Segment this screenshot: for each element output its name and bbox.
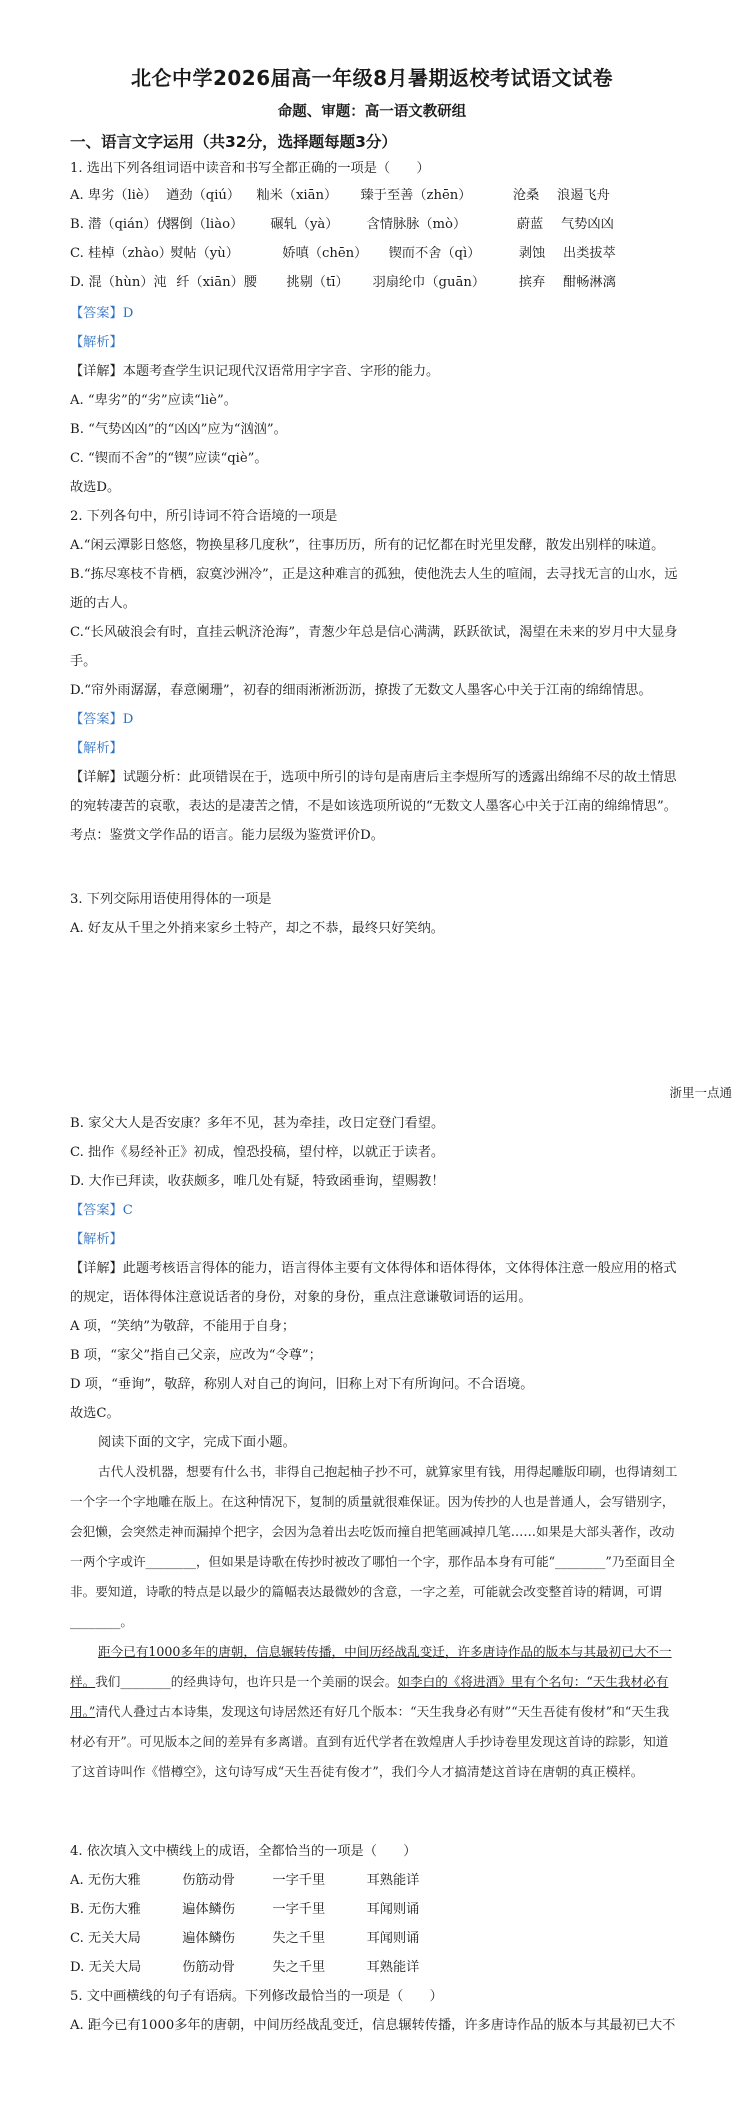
passage-p1-text-c: ”乃至面目全非。要知道，诗歌的特点是以最少的篇幅表达最微妙的含意，一字之差，可能就会改变整首诗的精调，可谓: [70, 1554, 675, 1599]
watermark-note: 浙里一点通: [669, 1085, 732, 1100]
q1-a-5: 沧桑: [512, 188, 540, 203]
q1-d-6: 酣畅淋漓: [563, 275, 616, 290]
q1-d-3: 挑剔（tī）: [286, 275, 349, 290]
page-title: 北仑中学2026届高一年级8月暑期返校考试语文试卷: [130, 66, 614, 90]
q3-option-b: B. 家父大人是否安康？多年不见，甚为牵挂，改日定登门看望。: [70, 1116, 445, 1131]
q1-c-5: 剥蚀: [518, 246, 546, 261]
q2-option-c-line1: C.“长风破浪会有时，直挂云帆济沧海”，青葱少年总是信心满满，跃跃欲试，渴望在未来的岁月中大显身: [70, 625, 678, 640]
q1-a-3: 籼米（xiān）: [256, 188, 338, 203]
blank-2: ________: [555, 1554, 606, 1569]
blank-3: ________: [70, 1614, 121, 1629]
q3-explain-a: A 项，“笑纳”为敬辞，不能用于自身；: [70, 1319, 296, 1334]
page-subtitle: 命题、审题：高一语文教研组: [277, 104, 467, 120]
q2-stem: 2. 下列各句中，所引诗词不符合语境的一项是: [70, 509, 338, 524]
passage-p2-text: 我们: [95, 1674, 121, 1689]
q1-d-4: 羽扇纶巾（guān）: [372, 275, 486, 290]
q4-c-4: 耳闻则诵: [366, 1931, 420, 1946]
q4-a-2: 伤筋动骨: [182, 1873, 235, 1888]
q1-c-3: 娇嗔（chēn）: [282, 246, 368, 261]
q1-option-b: [70, 216, 614, 234]
q1-analysis-label: 【解析】: [70, 335, 123, 350]
q3-option-a: A. 好友从千里之外捎来家乡土特产，却之不恭，最终只好笑纳。: [70, 921, 444, 936]
q2-analysis-label: 【解析】: [70, 741, 123, 756]
q4-d-4: 耳熟能详: [366, 1960, 420, 1975]
q1-detail-a: A. “卑劣”的“劣”应读“liè”。: [70, 393, 237, 408]
q1-conclusion: 故选D。: [70, 480, 121, 495]
passage-p2-text-c: 的经典诗句，也许只是一个美丽的误会。: [170, 1674, 398, 1689]
q4-a-4: 耳熟能详: [366, 1873, 420, 1888]
q1-d-5: 摈弃: [518, 275, 546, 290]
q1-c-4: 锲而不舍（qì）: [388, 246, 481, 261]
q5-stem: 5. 文中画横线的句子有语病。下列修改最恰当的一项是（ ）: [70, 1989, 443, 2004]
q4-stem: 4. 依次填入文中横线上的成语，全都恰当的一项是（ ）: [70, 1844, 417, 1859]
passage-p1-text-d: 。: [120, 1614, 133, 1629]
q1-a-4: 臻于至善（zhēn）: [360, 188, 472, 203]
q4-b-2: 遍体鳞伤: [182, 1902, 235, 1917]
q3-conclusion: 故选C。: [70, 1406, 120, 1421]
q4-b-1: B. 无伤大雅: [70, 1902, 141, 1917]
q1-a-6: 浪遏飞舟: [557, 188, 610, 203]
passage-p2-text-e: 清代人叠过古本诗集，发现这句诗居然还有好几个版本：“天生我身必有财”“天生吾徒有俊材”和“天生我材必有开”。可见版本之间的差异有多离谱。直到有近代学者在敦煌唐人手抄诗卷里发现这首诗的踪影，知道了这首诗叫作《惜樽空》，这句诗写成“天生吾徒有俊才”，我们今人才搞清楚这首诗在唐朝的真正模样。: [70, 1704, 670, 1779]
q1-b-2: 撂倒（liào）: [166, 217, 244, 232]
q2-option-a: A.“闲云潭影日悠悠，物换星移几度秋”，往事历历，所有的记忆都在时光里发酵，散发出别样的味道。: [70, 538, 665, 553]
q2-detail-line1: 【详解】试题分析：此项错误在于，选项中所引的诗句是南唐后主李煜所写的透露出绵绵不尽的故土情思: [70, 770, 677, 785]
q4-d-1: D. 无关大局: [70, 1960, 142, 1975]
q2-detail-line2: 的宛转凄苦的哀歌，表达的是凄苦之情，不是如该选项所说的“无数文人墨客心中关于江南的绵绵情思”。: [70, 799, 677, 814]
q3-explain-b: B 项，“家父”指自己父亲，应改为“令尊”；: [70, 1348, 322, 1363]
q4-d-2: 伤筋动骨: [182, 1960, 235, 1975]
q1-c-2: 熨帖（yù）: [170, 246, 239, 261]
q2-option-d: D.“帘外雨潺潺，春意阑珊”，初春的细雨淅淅沥沥，撩拨了无数文人墨客心中关于江南的绵绵情思。: [70, 683, 652, 698]
q3-option-c: C. 拙作《易经补正》初成，惶恐投稿，望付梓，以就正于读者。: [70, 1145, 445, 1160]
q4-a-3: 一字千里: [272, 1873, 326, 1888]
q1-b-1: B. 潜（qián）伏: [70, 217, 170, 232]
q2-detail-line3: 考点：鉴赏文学作品的语言。能力层级为鉴赏评价D。: [70, 828, 384, 843]
q1-answer: 【答案】D: [70, 306, 134, 321]
q2-option-b-line1: B.“拣尽寒枝不肯栖，寂寞沙洲冷”，正是这种难言的孤独，使他洗去人生的喧闹，去寻找无言的山水，远: [70, 567, 678, 582]
underlined-sentence: 距今已有1000多年的唐朝，信息辗转传播，中间历经战乱变迁，许多唐诗作品的版本与其最初已大不一样。: [70, 1644, 672, 1689]
q4-b-4: 耳闻则诵: [366, 1902, 420, 1917]
passage-p1-text: 古代人没机器，想要有什么书，非得自己抱起柚子抄不可，就算家里有钱，用得起雕版印刷，也得请刻工一个字一个字地雕在版上。在这种情况下，复制的质量就很难保证。因为传抄的人也是普通人，会写错别字，会犯懒，会突然走神而漏掉个把字，会因为急着出去吃饭而撞自把笔画减掉几笔……如果是大部头著作，改动一两个字或许: [70, 1464, 678, 1569]
passage-p2-underlined: 如李白的《将进酒》里有个名句：“天生我材必有用。”: [70, 1674, 669, 1719]
passage-p1-text-b: ，但如果是诗歌在传抄时被改了哪怕一个字，那作品本身有可能“: [195, 1554, 556, 1569]
passage-paragraph-1: [70, 1457, 680, 1637]
q3-stem: 3. 下列交际用语使用得体的一项是: [70, 892, 272, 907]
q3-answer: 【答案】C: [70, 1203, 133, 1218]
q2-answer: 【答案】D: [70, 712, 134, 727]
q1-a-2: 遒劲（qiú）: [166, 188, 241, 203]
q3-option-d: D. 大作已拜读，收获颇多，唯几处有疑，特致函垂询，望赐教！: [70, 1174, 445, 1189]
q1-detail-b: B. “气势凶凶”的“凶凶”应为“汹汹”。: [70, 422, 287, 437]
q4-d-3: 失之千里: [272, 1960, 326, 1975]
q5-option-a: A. 距今已有1000多年的唐朝，中间历经战乱变迁，信息辗转传播，许多唐诗作品的版本与其最初已大不: [70, 2018, 676, 2033]
q4-a-1: A. 无伤大雅: [70, 1873, 141, 1888]
q1-b-6: 气势凶凶: [561, 217, 614, 232]
passage-intro: 阅读下面的文字，完成下面小题。: [98, 1435, 296, 1450]
q3-detail-line2: 的规定，语体得体注意说话者的身份，对象的身份，重点注意谦敬词语的运用。: [70, 1290, 532, 1305]
q1-c-1: C. 桂棹（zhào）: [70, 246, 172, 261]
q3-explain-d: D 项，“垂询”，敬辞，称别人对自己的询问，旧称上对下有所询问。不合语境。: [70, 1377, 534, 1392]
q4-c-1: C. 无关大局: [70, 1931, 141, 1946]
q1-b-3: 碾轧（yà）: [270, 217, 339, 232]
blank-4: ________: [120, 1674, 171, 1689]
q1-option-a: [70, 187, 610, 205]
q1-b-5: 蔚蓝: [516, 217, 544, 232]
q1-c-6: 出类拔萃: [563, 246, 616, 261]
q4-c-3: 失之千里: [272, 1931, 326, 1946]
q1-b-4: 含情脉脉（mò）: [366, 217, 467, 232]
q2-option-b-line2: 逝的古人。: [70, 596, 136, 611]
q1-option-d: [70, 274, 616, 292]
q4-option-b: [70, 1901, 419, 1919]
section-heading: 一、语言文字运用（共32分，选择题每题3分）: [70, 133, 397, 151]
q3-analysis-label: 【解析】: [70, 1232, 123, 1247]
q4-option-c: [70, 1930, 419, 1948]
q3-detail-line1: 【详解】此题考核语言得体的能力，语言得体主要有文体得体和语体得体，文体得体注意一般应用的格式: [70, 1261, 677, 1276]
q1-d-1: D. 混（hùn）沌: [70, 275, 167, 290]
q1-detail: 【详解】本题考查学生识记现代汉语常用字字音、字形的能力。: [70, 364, 440, 379]
q4-b-3: 一字千里: [272, 1902, 326, 1917]
q4-c-2: 遍体鳞伤: [182, 1931, 235, 1946]
q2-option-c-line2: 手。: [70, 654, 97, 669]
blank-1: ________: [145, 1554, 196, 1569]
q1-option-c: [70, 245, 616, 263]
q1-detail-c: C. “锲而不舍”的“锲”应读“qiè”。: [70, 451, 268, 466]
q4-option-a: [70, 1872, 419, 1890]
q1-stem: 1. 选出下列各组词语中读音和书写全都正确的一项是（ ）: [70, 161, 430, 176]
q4-option-d: [70, 1959, 419, 1977]
q1-a-1: A. 卑劣（liè）: [70, 188, 157, 203]
q1-d-2: 纤（xiān）腰: [176, 275, 257, 290]
passage-paragraph-2: [70, 1637, 680, 1787]
